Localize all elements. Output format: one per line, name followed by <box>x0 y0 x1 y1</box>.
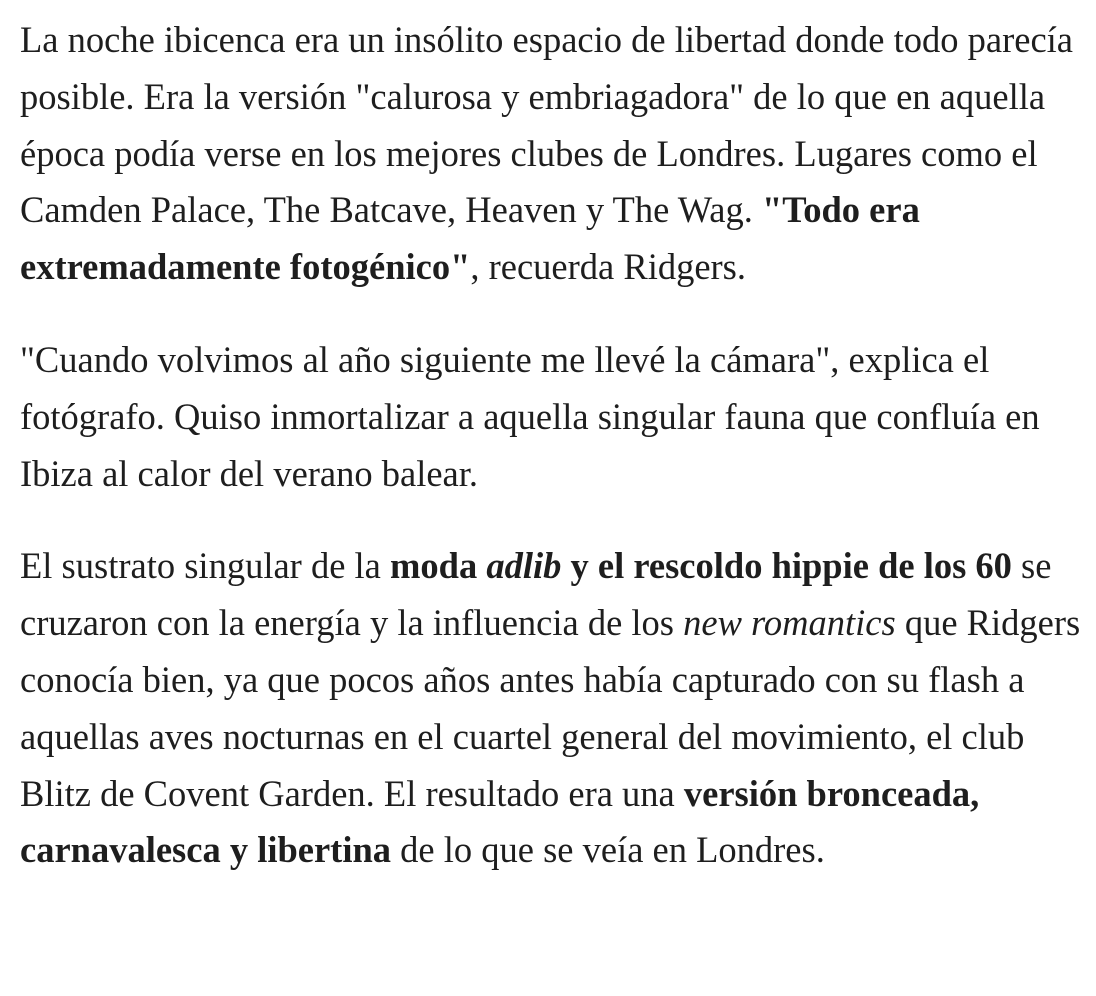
paragraph-3-ending: de lo que se veía en Londres. <box>391 829 825 871</box>
paragraph-1 <box>20 12 1090 296</box>
paragraph-2 <box>20 332 1090 502</box>
article-body <box>20 12 1090 915</box>
emphasis-adlib-wrapper <box>486 545 561 586</box>
paragraph-3-intro: El sustrato singular de la <box>20 545 390 587</box>
emphasis-version-bronceada: versión bronceada, carnavalesca y libertina <box>20 772 980 871</box>
emphasis-new-romantics: new romantics <box>683 602 896 644</box>
emphasis-rescoldo-hippie: y el rescoldo hippie de los 60 <box>561 545 1012 587</box>
paragraph-1-text: La noche ibicenca era un insólito espacio de libertad donde todo parecía posible. Era la versión "calurosa y embriagadora" de lo que en aquella época podía verse en los mejores clubes de Londres. Lugares como el Camden Palace, The Batcave, Heaven y The Wag. <box>20 19 1073 231</box>
paragraph-3-body: que Ridgers conocía bien, ya que pocos años antes había capturado con su flash a aquellas aves nocturnas en el cuartel general del movimiento, el club Blitz de Covent Garden. El resultado era una <box>20 602 1081 814</box>
quote-fotogenico: "Todo era extremadamente fotogénico" <box>20 189 920 288</box>
paragraph-3-middle: se cruzaron con la energía y la influencia de los <box>20 545 1052 644</box>
emphasis-moda: moda <box>390 545 487 587</box>
paragraph-1-ending: , recuerda Ridgers. <box>470 246 747 288</box>
emphasis-adlib: adlib <box>486 545 562 587</box>
paragraph-3 <box>20 538 1090 879</box>
paragraph-2-text: "Cuando volvimos al año siguiente me llevé la cámara", explica el fotógrafo. Quiso inmortalizar a aquella singular fauna que confluía en Ibiza al calor del verano balear. <box>20 338 1040 494</box>
